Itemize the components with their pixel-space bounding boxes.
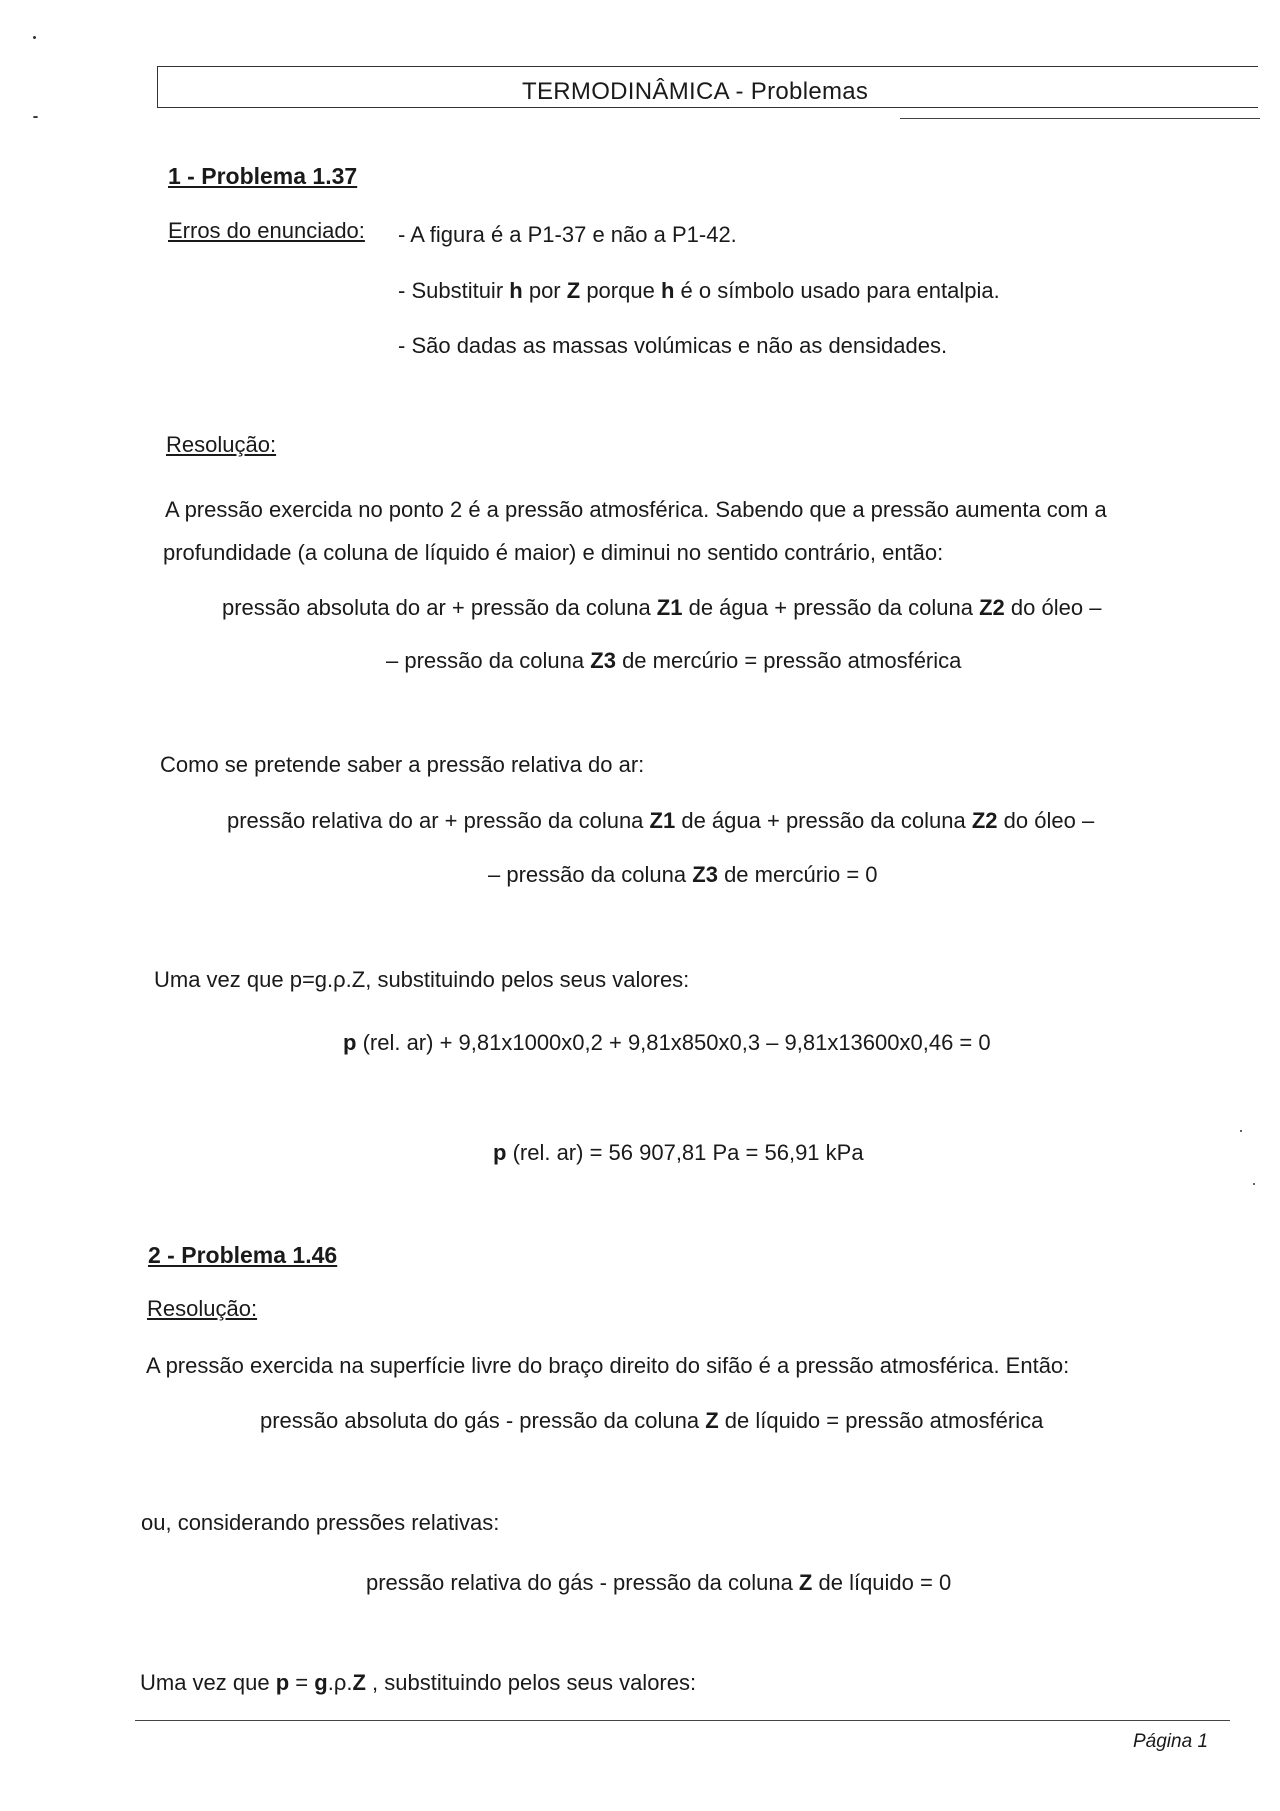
problem2-equation-2: pressão relativa do gás - pressão da coluna Z de líquido = 0: [366, 1570, 952, 1595]
header-rule: [900, 118, 1260, 119]
footer-rule: [135, 1720, 1230, 1721]
scan-speck: [33, 36, 36, 39]
equation-2-line-1: pressão relativa do ar + pressão da coluna Z1 de água + pressão da coluna Z2 do óleo –: [227, 808, 1095, 833]
resolution-label-2: Resolução:: [147, 1296, 258, 1321]
error-item-2: - Substituir h por Z porque h é o símbolo usado para entalpia.: [398, 278, 1000, 303]
equation-3: p (rel. ar) + 9,81x1000x0,2 + 9,81x850x0,3 – 9,81x13600x0,46 = 0: [343, 1030, 991, 1055]
problem2-paragraph-2: ou, considerando pressões relativas:: [141, 1510, 500, 1535]
paragraph-2: Como se pretende saber a pressão relativa do ar:: [160, 752, 645, 777]
error-item-1: - A figura é a P1-37 e não a P1-42.: [398, 222, 737, 247]
problem2-equation-1: pressão absoluta do gás - pressão da coluna Z de líquido = pressão atmosférica: [260, 1408, 1044, 1433]
scan-speck: [1253, 1183, 1255, 1185]
problem2-paragraph-1: A pressão exercida na superfície livre do braço direito do sifão é a pressão atmosférica. Então:: [146, 1353, 1070, 1378]
scan-speck: [33, 116, 38, 118]
page-number: Página 1: [1133, 1731, 1209, 1752]
resolution-label-1: Resolução:: [166, 432, 277, 457]
problem1-heading: 1 - Problema 1.37: [168, 163, 358, 189]
scan-speck: [1240, 1130, 1242, 1132]
equation-1-line-1: pressão absoluta do ar + pressão da coluna Z1 de água + pressão da coluna Z2 do óleo –: [222, 595, 1102, 620]
page-title: TERMODINÂMICA - Problemas: [522, 78, 869, 105]
result: p (rel. ar) = 56 907,81 Pa = 56,91 kPa: [493, 1140, 864, 1165]
paragraph-1b: profundidade (a coluna de líquido é maior) e diminui no sentido contrário, então:: [163, 540, 944, 565]
problem2-paragraph-3: Uma vez que p = g.ρ.Z , substituindo pelos seus valores:: [140, 1670, 697, 1695]
equation-2-line-2: – pressão da coluna Z3 de mercúrio = 0: [488, 862, 878, 887]
problem2-heading: 2 - Problema 1.46: [148, 1242, 338, 1268]
errors-label: Erros do enunciado:: [168, 218, 365, 243]
paragraph-1a: A pressão exercida no ponto 2 é a pressão atmosférica. Sabendo que a pressão aumenta com a: [165, 497, 1107, 522]
paragraph-3: Uma vez que p=g.ρ.Z, substituindo pelos seus valores:: [154, 967, 690, 992]
equation-1-line-2: – pressão da coluna Z3 de mercúrio = pressão atmosférica: [386, 648, 962, 673]
error-item-3: - São dadas as massas volúmicas e não as densidades.: [398, 333, 948, 358]
